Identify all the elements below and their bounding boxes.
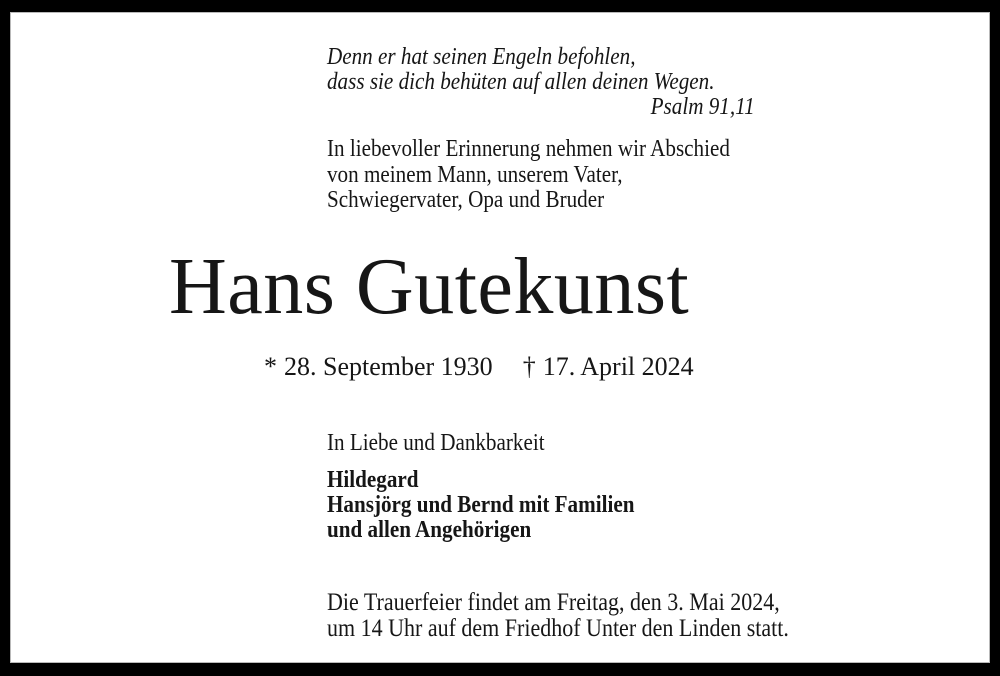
death-symbol: † xyxy=(522,352,536,381)
mourner-line: Hansjörg und Bernd mit Familien xyxy=(327,492,635,518)
mourners-list xyxy=(327,468,634,543)
obituary-notice xyxy=(10,12,990,663)
ceremony-line: Die Trauerfeier findet am Freitag, den 3. Mai 2024, xyxy=(327,589,780,616)
intro-text xyxy=(327,137,730,214)
intro-line: von meinem Mann, unserem Vater, xyxy=(327,161,623,188)
mourner-line: und allen Angehörigen xyxy=(327,517,532,543)
scripture-quote xyxy=(327,45,755,120)
birth-date: 28. September 1930 xyxy=(284,352,493,381)
intro-line: Schwiegervater, Opa und Bruder xyxy=(327,187,605,213)
ceremony-info xyxy=(327,590,789,642)
deceased-name: Hans Gutekunst xyxy=(169,243,690,331)
quote-line: dass sie dich behüten auf allen deinen Wegen. xyxy=(327,69,715,95)
ceremony-line: um 14 Uhr auf dem Friedhof Unter den Linden statt. xyxy=(327,615,789,642)
mourner-line: Hildegard xyxy=(327,467,419,493)
quote-line: Denn er hat seinen Engeln befohlen, xyxy=(327,44,636,70)
life-dates xyxy=(264,353,694,380)
birth-symbol: * xyxy=(264,352,277,381)
intro-line: In liebevoller Erinnerung nehmen wir Abschied xyxy=(327,136,730,162)
farewell-text: In Liebe und Dankbarkeit xyxy=(327,430,545,456)
death-date: 17. April 2024 xyxy=(542,352,694,381)
quote-attribution: Psalm 91,11 xyxy=(650,94,755,120)
